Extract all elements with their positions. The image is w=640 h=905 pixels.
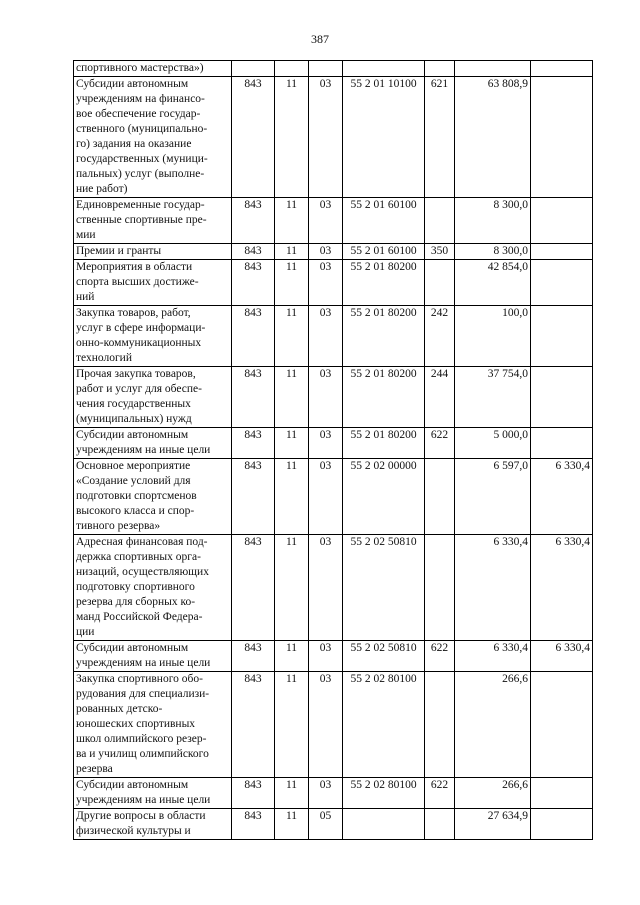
item-name-line: мии — [76, 229, 96, 241]
section-cell: 11 — [275, 244, 309, 260]
item-name-line: физической культуры и — [76, 825, 191, 837]
item-name-cell — [74, 535, 232, 641]
table-row — [74, 535, 593, 641]
item-name-line: спорта высших достиже- — [76, 276, 199, 288]
table-row — [74, 198, 593, 244]
expense-type-cell — [425, 260, 455, 306]
expense-type-cell: 622 — [425, 778, 455, 809]
table-row — [74, 641, 593, 672]
item-name-line: юношеских спортивных — [76, 718, 196, 730]
table-row — [74, 672, 593, 778]
subsection-cell: 03 — [309, 778, 343, 809]
amount-cell: 266,6 — [455, 672, 531, 778]
subsection-cell: 03 — [309, 459, 343, 535]
amount-cell: 6 597,0 — [455, 459, 531, 535]
target-article-cell: 55 2 02 00000 — [343, 459, 425, 535]
amount-federal-cell — [531, 367, 593, 428]
ved-cell: 843 — [232, 778, 275, 809]
item-name-line: Закупка товаров, работ, — [76, 307, 191, 319]
ved-cell: 843 — [232, 77, 275, 198]
item-name-line: Основное мероприятие — [76, 460, 191, 472]
item-name-line: ние работ) — [76, 183, 128, 195]
item-name-line: Субсидии автономным — [76, 429, 189, 441]
item-name-line: Единовременные государ- — [76, 199, 205, 211]
budget-table — [73, 60, 593, 840]
item-name-line: пальных) услуг (выполне- — [76, 168, 205, 180]
table-row — [74, 459, 593, 535]
item-name-line: подготовки спортсменов — [76, 490, 197, 502]
item-name-line: «Создание условий для — [76, 475, 191, 487]
item-name-cell — [74, 459, 232, 535]
item-name-line: Адресная финансовая под- — [76, 536, 208, 548]
target-article-cell: 55 2 01 80200 — [343, 306, 425, 367]
amount-federal-cell — [531, 77, 593, 198]
expense-type-cell: 242 — [425, 306, 455, 367]
section-cell: 11 — [275, 306, 309, 367]
amount-cell: 8 300,0 — [455, 244, 531, 260]
item-name-line: ва и училищ олимпийского — [76, 748, 209, 760]
section-cell: 11 — [275, 198, 309, 244]
item-name-line: ственные спортивные пре- — [76, 214, 207, 226]
item-name-line: онно-коммуникационных — [76, 337, 202, 349]
amount-federal-cell — [531, 244, 593, 260]
expense-type-cell: 621 — [425, 77, 455, 198]
subsection-cell: 03 — [309, 198, 343, 244]
item-name-cell — [74, 198, 232, 244]
table-row — [74, 778, 593, 809]
subsection-cell: 03 — [309, 260, 343, 306]
amount-cell: 266,6 — [455, 778, 531, 809]
table-row — [74, 428, 593, 459]
item-name-line: государственных (муници- — [76, 153, 208, 165]
item-name-line: (муниципальных) нужд — [76, 413, 192, 425]
target-article-cell: 55 2 01 80200 — [343, 428, 425, 459]
expense-type-cell — [425, 672, 455, 778]
amount-federal-cell — [531, 428, 593, 459]
target-article-cell: 55 2 02 80100 — [343, 672, 425, 778]
item-name-cell — [74, 778, 232, 809]
subsection-cell: 03 — [309, 306, 343, 367]
item-name-line: го) задания на оказание — [76, 138, 192, 150]
amount-cell: 6 330,4 — [455, 535, 531, 641]
expense-type-cell — [425, 535, 455, 641]
item-name-line: Мероприятия в области — [76, 261, 193, 273]
amount-cell — [455, 61, 531, 77]
item-name-line: вое обеспечение государ- — [76, 108, 201, 120]
item-name-line: рудования для специализи- — [76, 688, 210, 700]
item-name-cell — [74, 244, 232, 260]
ved-cell: 843 — [232, 428, 275, 459]
section-cell: 11 — [275, 77, 309, 198]
table-row — [74, 306, 593, 367]
amount-federal-cell — [531, 306, 593, 367]
amount-federal-cell: 6 330,4 — [531, 459, 593, 535]
item-name-line: работ и услуг для обеспе- — [76, 383, 202, 395]
item-name-line: Премии и гранты — [76, 245, 162, 257]
section-cell: 11 — [275, 641, 309, 672]
subsection-cell: 03 — [309, 77, 343, 198]
item-name-line: манд Российской Федера- — [76, 611, 203, 623]
ved-cell: 843 — [232, 367, 275, 428]
amount-federal-cell — [531, 778, 593, 809]
section-cell: 11 — [275, 535, 309, 641]
table-body — [74, 61, 593, 840]
item-name-line: рованных детско- — [76, 703, 163, 715]
item-name-line: высокого класса и спор- — [76, 505, 195, 517]
table-row — [74, 77, 593, 198]
table-row — [74, 367, 593, 428]
ved-cell: 843 — [232, 535, 275, 641]
item-name-cell — [74, 367, 232, 428]
ved-cell: 843 — [232, 198, 275, 244]
target-article-cell: 55 2 01 10100 — [343, 77, 425, 198]
item-name-line: школ олимпийского резер- — [76, 733, 207, 745]
item-name-line: низаций, осуществляющих — [76, 566, 209, 578]
subsection-cell — [309, 61, 343, 77]
item-name-cell — [74, 61, 232, 77]
item-name-line: учреждениям на финансо- — [76, 93, 205, 105]
subsection-cell: 03 — [309, 535, 343, 641]
item-name-line: Прочая закупка товаров, — [76, 368, 196, 380]
expense-type-cell — [425, 61, 455, 77]
item-name-line: учреждениям на иные цели — [76, 794, 211, 806]
amount-cell: 42 854,0 — [455, 260, 531, 306]
subsection-cell: 03 — [309, 641, 343, 672]
expense-type-cell: 622 — [425, 641, 455, 672]
item-name-line: Субсидии автономным — [76, 78, 189, 90]
section-cell: 11 — [275, 778, 309, 809]
ved-cell: 843 — [232, 641, 275, 672]
item-name-line: технологий — [76, 352, 132, 364]
item-name-line: подготовку спортивного — [76, 581, 195, 593]
subsection-cell: 05 — [309, 809, 343, 840]
item-name-line: ции — [76, 626, 95, 638]
section-cell: 11 — [275, 428, 309, 459]
section-cell: 11 — [275, 367, 309, 428]
item-name-line: спортивного мастерства») — [76, 62, 204, 74]
item-name-line: резерва для сборных ко- — [76, 596, 196, 608]
amount-cell: 6 330,4 — [455, 641, 531, 672]
amount-federal-cell: 6 330,4 — [531, 535, 593, 641]
target-article-cell: 55 2 02 50810 — [343, 535, 425, 641]
subsection-cell: 03 — [309, 672, 343, 778]
item-name-line: Другие вопросы в области — [76, 810, 206, 822]
subsection-cell: 03 — [309, 244, 343, 260]
item-name-line: учреждениям на иные цели — [76, 657, 211, 669]
table-row — [74, 260, 593, 306]
expense-type-cell — [425, 459, 455, 535]
amount-cell: 5 000,0 — [455, 428, 531, 459]
target-article-cell — [343, 61, 425, 77]
target-article-cell: 55 2 02 50810 — [343, 641, 425, 672]
table-row — [74, 809, 593, 840]
item-name-cell — [74, 641, 232, 672]
subsection-cell: 03 — [309, 428, 343, 459]
item-name-line: Субсидии автономным — [76, 779, 189, 791]
ved-cell — [232, 61, 275, 77]
amount-federal-cell: 6 330,4 — [531, 641, 593, 672]
section-cell: 11 — [275, 459, 309, 535]
ved-cell: 843 — [232, 244, 275, 260]
item-name-cell — [74, 809, 232, 840]
amount-federal-cell — [531, 198, 593, 244]
ved-cell: 843 — [232, 306, 275, 367]
amount-cell: 100,0 — [455, 306, 531, 367]
subsection-cell: 03 — [309, 367, 343, 428]
item-name-cell — [74, 428, 232, 459]
item-name-line: Субсидии автономным — [76, 642, 189, 654]
amount-cell: 63 808,9 — [455, 77, 531, 198]
item-name-line: Закупка спортивного обо- — [76, 673, 203, 685]
amount-federal-cell — [531, 672, 593, 778]
target-article-cell: 55 2 01 80200 — [343, 260, 425, 306]
section-cell — [275, 61, 309, 77]
target-article-cell: 55 2 02 80100 — [343, 778, 425, 809]
section-cell: 11 — [275, 809, 309, 840]
expense-type-cell: 622 — [425, 428, 455, 459]
table-row — [74, 244, 593, 260]
amount-federal-cell — [531, 260, 593, 306]
ved-cell: 843 — [232, 672, 275, 778]
section-cell: 11 — [275, 672, 309, 778]
item-name-line: держка спортивных орга- — [76, 551, 201, 563]
expense-type-cell: 244 — [425, 367, 455, 428]
amount-cell: 27 634,9 — [455, 809, 531, 840]
item-name-line: ний — [76, 291, 95, 303]
expense-type-cell — [425, 198, 455, 244]
ved-cell: 843 — [232, 260, 275, 306]
table-row — [74, 61, 593, 77]
item-name-line: учреждениям на иные цели — [76, 444, 211, 456]
expense-type-cell: 350 — [425, 244, 455, 260]
item-name-cell — [74, 77, 232, 198]
section-cell: 11 — [275, 260, 309, 306]
target-article-cell: 55 2 01 60100 — [343, 198, 425, 244]
amount-cell: 8 300,0 — [455, 198, 531, 244]
target-article-cell: 55 2 01 60100 — [343, 244, 425, 260]
target-article-cell — [343, 809, 425, 840]
ved-cell: 843 — [232, 809, 275, 840]
expense-type-cell — [425, 809, 455, 840]
ved-cell: 843 — [232, 459, 275, 535]
item-name-line: чения государственных — [76, 398, 191, 410]
item-name-line: резерва — [76, 763, 113, 775]
amount-federal-cell — [531, 61, 593, 77]
item-name-cell — [74, 306, 232, 367]
item-name-line: ственного (муниципально- — [76, 123, 208, 135]
item-name-cell — [74, 672, 232, 778]
item-name-cell — [74, 260, 232, 306]
item-name-line: услуг в сфере информаци- — [76, 322, 206, 334]
amount-federal-cell — [531, 809, 593, 840]
page-number: 387 — [311, 32, 329, 46]
target-article-cell: 55 2 01 80200 — [343, 367, 425, 428]
item-name-line: тивного резерва» — [76, 520, 161, 532]
amount-cell: 37 754,0 — [455, 367, 531, 428]
